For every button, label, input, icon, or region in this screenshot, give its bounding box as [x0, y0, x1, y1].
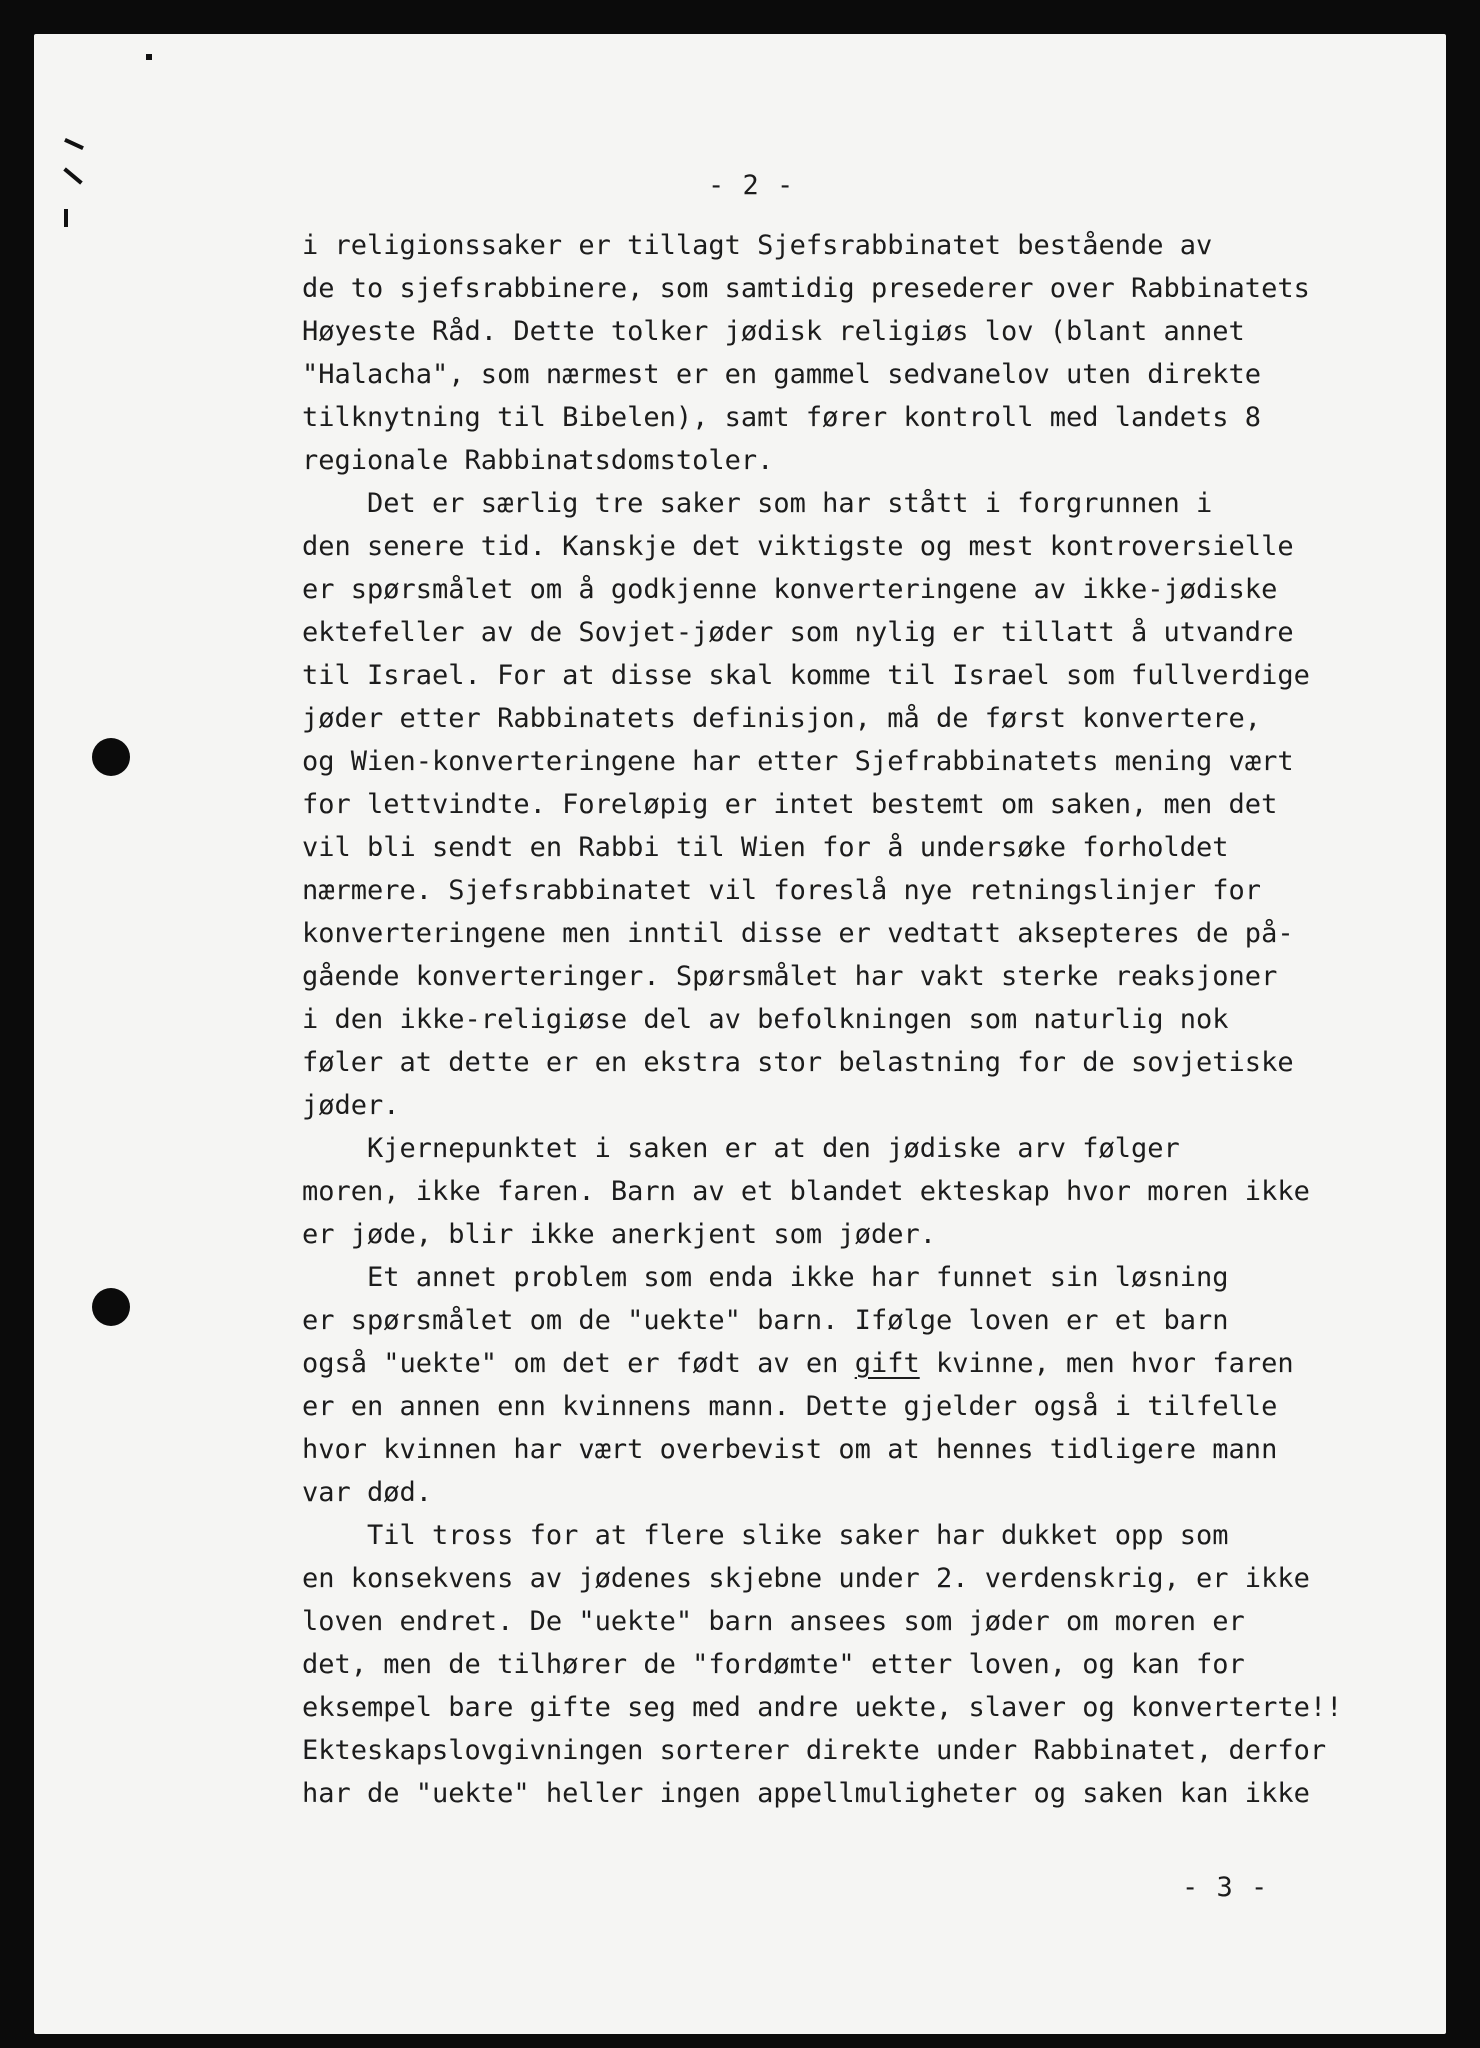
text-line: Et annet problem som enda ikke har funnet sin løsning: [302, 1262, 1229, 1293]
text-line: tilknytning til Bibelen), samt fører kontroll med landets 8: [302, 402, 1262, 433]
text-line: jøder.: [302, 1090, 400, 1121]
text-line: er spørsmålet om å godkjenne konverteringene av ikke-jødiske: [302, 574, 1278, 605]
text-line: i den ikke-religiøse del av befolkningen som naturlig nok: [302, 1004, 1229, 1035]
scan-mark: [64, 138, 84, 150]
text-line: en konsekvens av jødenes skjebne under 2. verdenskrig, er ikke: [302, 1563, 1310, 1594]
text-line: for lettvindte. Foreløpig er intet bestemt om saken, men det: [302, 789, 1278, 820]
underlined-word: gift: [854, 1348, 920, 1379]
text-line: i religionssaker er tillagt Sjefsrabbinatet bestående av: [302, 230, 1213, 261]
text-line: føler at dette er en ekstra stor belastning for de sovjetiske: [302, 1047, 1294, 1078]
text-line: moren, ikke faren. Barn av et blandet ekteskap hvor moren ikke: [302, 1176, 1310, 1207]
text-line: ektefeller av de Sovjet-jøder som nylig er tillatt å utvandre: [302, 617, 1294, 648]
text-line: Det er særlig tre saker som har stått i forgrunnen i: [302, 488, 1213, 519]
text-line: vil bli sendt en Rabbi til Wien for å undersøke forholdet: [302, 832, 1229, 863]
text-line: nærmere. Sjefsrabbinatet vil foreslå nye retningslinjer for: [302, 875, 1262, 906]
text-line: til Israel. For at disse skal komme til Israel som fullverdige: [302, 660, 1310, 691]
page-footer: - 3 -: [1182, 1872, 1269, 1903]
text-line: loven endret. De "uekte" barn ansees som jøder om moren er: [302, 1606, 1245, 1637]
document-body: [302, 224, 1412, 1815]
text-line: er en annen enn kvinnens mann. Dette gjelder også i tilfelle: [302, 1391, 1278, 1422]
text-line: den senere tid. Kanskje det viktigste og mest kontroversielle: [302, 531, 1294, 562]
text-line: de to sjefsrabbinere, som samtidig presederer over Rabbinatets: [302, 273, 1310, 304]
text-line: jøder etter Rabbinatets definisjon, må de først konvertere,: [302, 703, 1262, 734]
text-line: eksempel bare gifte seg med andre uekte, slaver og konverterte!!: [302, 1692, 1343, 1723]
text-line: Ekteskapslovgivningen sorterer direkte under Rabbinatet, derfor: [302, 1735, 1327, 1766]
text-line: Til tross for at flere slike saker har dukket opp som: [302, 1520, 1229, 1551]
text-line: Høyeste Råd. Dette tolker jødisk religiøs lov (blant annet: [302, 316, 1245, 347]
text-line: var død.: [302, 1477, 433, 1508]
scan-mark: [146, 54, 152, 60]
punch-hole-upper: [92, 738, 130, 776]
text-line: Kjernepunktet i saken er at den jødiske arv følger: [302, 1133, 1180, 1164]
punch-hole-lower: [92, 1288, 130, 1326]
text-line: konverteringene men inntil disse er vedtatt aksepteres de på-: [302, 918, 1294, 949]
text-line: er jøde, blir ikke anerkjent som jøder.: [302, 1219, 936, 1250]
text-line: er spørsmålet om de "uekte" barn. Ifølge loven er et barn: [302, 1305, 1229, 1336]
text-line: gående konverteringer. Spørsmålet har vakt sterke reaksjoner: [302, 961, 1278, 992]
text-line: har de "uekte" heller ingen appellmuligheter og saken kan ikke: [302, 1778, 1310, 1809]
text-line: også "uekte" om det er født av en gift kvinne, men hvor faren: [302, 1348, 1294, 1379]
scan-mark: [64, 209, 68, 227]
text-line: hvor kvinnen har vært overbevist om at hennes tidligere mann: [302, 1434, 1278, 1465]
text-line: regionale Rabbinatsdomstoler.: [302, 445, 774, 476]
text-line: det, men de tilhører de "fordømte" etter loven, og kan for: [302, 1649, 1245, 1680]
scan-mark: [63, 167, 82, 184]
page-header: - 2 -: [708, 170, 795, 201]
text-line: "Halacha", som nærmest er en gammel sedvanelov uten direkte: [302, 359, 1262, 390]
text-line: og Wien-konverteringene har etter Sjefrabbinatets mening vært: [302, 746, 1294, 777]
